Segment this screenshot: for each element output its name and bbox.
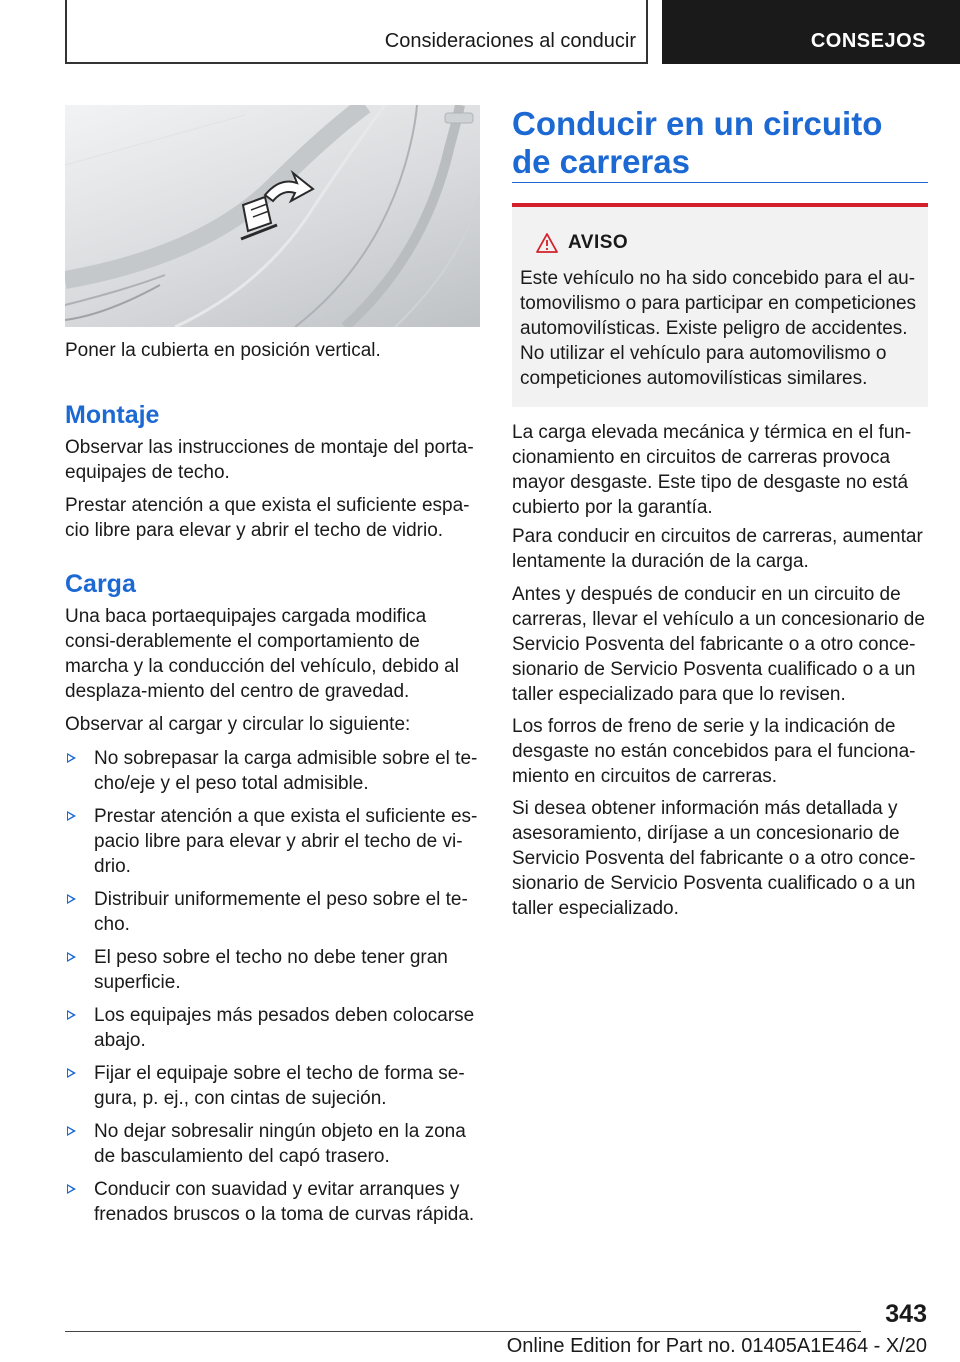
triangle-bullet-icon [67, 952, 76, 962]
triangle-bullet-icon [67, 1126, 76, 1136]
header-section-box [65, 0, 648, 64]
triangle-bullet-icon [67, 811, 76, 821]
triangle-bullet-icon [67, 1068, 76, 1078]
header-chapter-box [662, 0, 960, 64]
warning-triangle-icon [535, 232, 559, 254]
list-item: Prestar atención a que exista el suficiente es‐pacio libre para elevar y abrir el techo de vi‐drio. [65, 804, 480, 879]
triangle-bullet-icon [67, 753, 76, 763]
list-item: Fijar el equipaje sobre el techo de forma se‐gura, p. ej., con cintas de sujeción. [65, 1061, 480, 1111]
montaje-paragraph-1: Observar las instrucciones de montaje del porta‐equipajes de techo. [65, 437, 474, 483]
list-item: Los equipajes más pesados deben colocarse abajo. [65, 1003, 480, 1053]
page-number: 343 [885, 1300, 927, 1328]
circuit-paragraph-1: La carga elevada mecánica y térmica en el fun‐cionamiento en circuitos de carreras provoca mayor desgaste. Este tipo de desgaste no está cubierto por la garantía. [512, 422, 912, 518]
roof-cover-illustration [65, 105, 480, 327]
heading-carga: Carga [65, 570, 136, 598]
header-chapter-tag: CONSEJOS [810, 30, 926, 52]
circuit-paragraph-4: Los forros de freno de serie y la indicación de desgaste no están concebidos para el funciona‐miento en circuitos de carreras. [512, 716, 916, 787]
carga-paragraph-1: Una baca portaequipajes cargada modifica consi‐derablemente el comportamiento de marcha y la conducción del vehículo, debido al desplaza‐miento del centro de gravedad. [65, 606, 459, 702]
footer-divider [65, 1331, 861, 1332]
circuit-paragraph-5: Si desea obtener información más detallada y asesoramiento, diríjase a un concesionario de Servicio Posventa del fabricante o a otro conce‐sionario de Servicio Posventa cualificado o a un taller especializado. [512, 798, 916, 919]
figure-caption: Poner la cubierta en posición vertical. [65, 340, 381, 361]
warning-box [512, 203, 928, 407]
footer-edition: Online Edition for Part no. 01405A1E464 - X/20 [506, 1335, 927, 1357]
list-item: Distribuir uniformemente el peso sobre el te‐cho. [65, 887, 480, 937]
list-item: No dejar sobresalir ningún objeto en la zona de basculamiento del capó trasero. [65, 1119, 480, 1169]
triangle-bullet-icon [67, 894, 76, 904]
triangle-bullet-icon [67, 1184, 76, 1194]
list-item: El peso sobre el techo no debe tener gran superficie. [65, 945, 480, 995]
carga-bullet-list [65, 746, 480, 1235]
warning-text: Este vehículo no ha sido concebido para el au‐tomovilismo o para participar en competiciones automovilísticas. Existe peligro de accidentes. No utilizar el vehículo para automovilismo o competiciones automovilísticas similares. [520, 268, 917, 389]
header-section-title: Consideraciones al conducir [384, 30, 636, 52]
carga-paragraph-2: Observar al cargar y circular lo siguiente: [65, 714, 411, 735]
heading-montaje: Montaje [65, 401, 160, 429]
roof-cover-photo [65, 105, 480, 327]
section-title-circuito: Conducir en un circuito de carreras [512, 105, 883, 180]
title-divider [512, 182, 928, 183]
list-item: Conducir con suavidad y evitar arranques y frenados bruscos o la toma de curvas rápida. [65, 1177, 480, 1227]
circuit-paragraph-2: Para conducir en circuitos de carreras, aumentar lentamente la duración de la carga. [512, 526, 923, 572]
warning-label: AVISO [568, 232, 629, 253]
circuit-paragraph-3: Antes y después de conducir en un circuito de carreras, llevar el vehículo a un concesionario de Servicio Posventa del fabricante o a otro conce‐sionario de Servicio Posventa cualificado o a un taller especializado para que lo revisen. [512, 584, 925, 705]
montaje-paragraph-2: Prestar atención a que exista el suficiente espa‐cio libre para elevar y abrir el techo de vidrio. [65, 495, 470, 541]
list-item: No sobrepasar la carga admisible sobre el te‐cho/eje y el peso total admisible. [65, 746, 480, 796]
triangle-bullet-icon [67, 1010, 76, 1020]
